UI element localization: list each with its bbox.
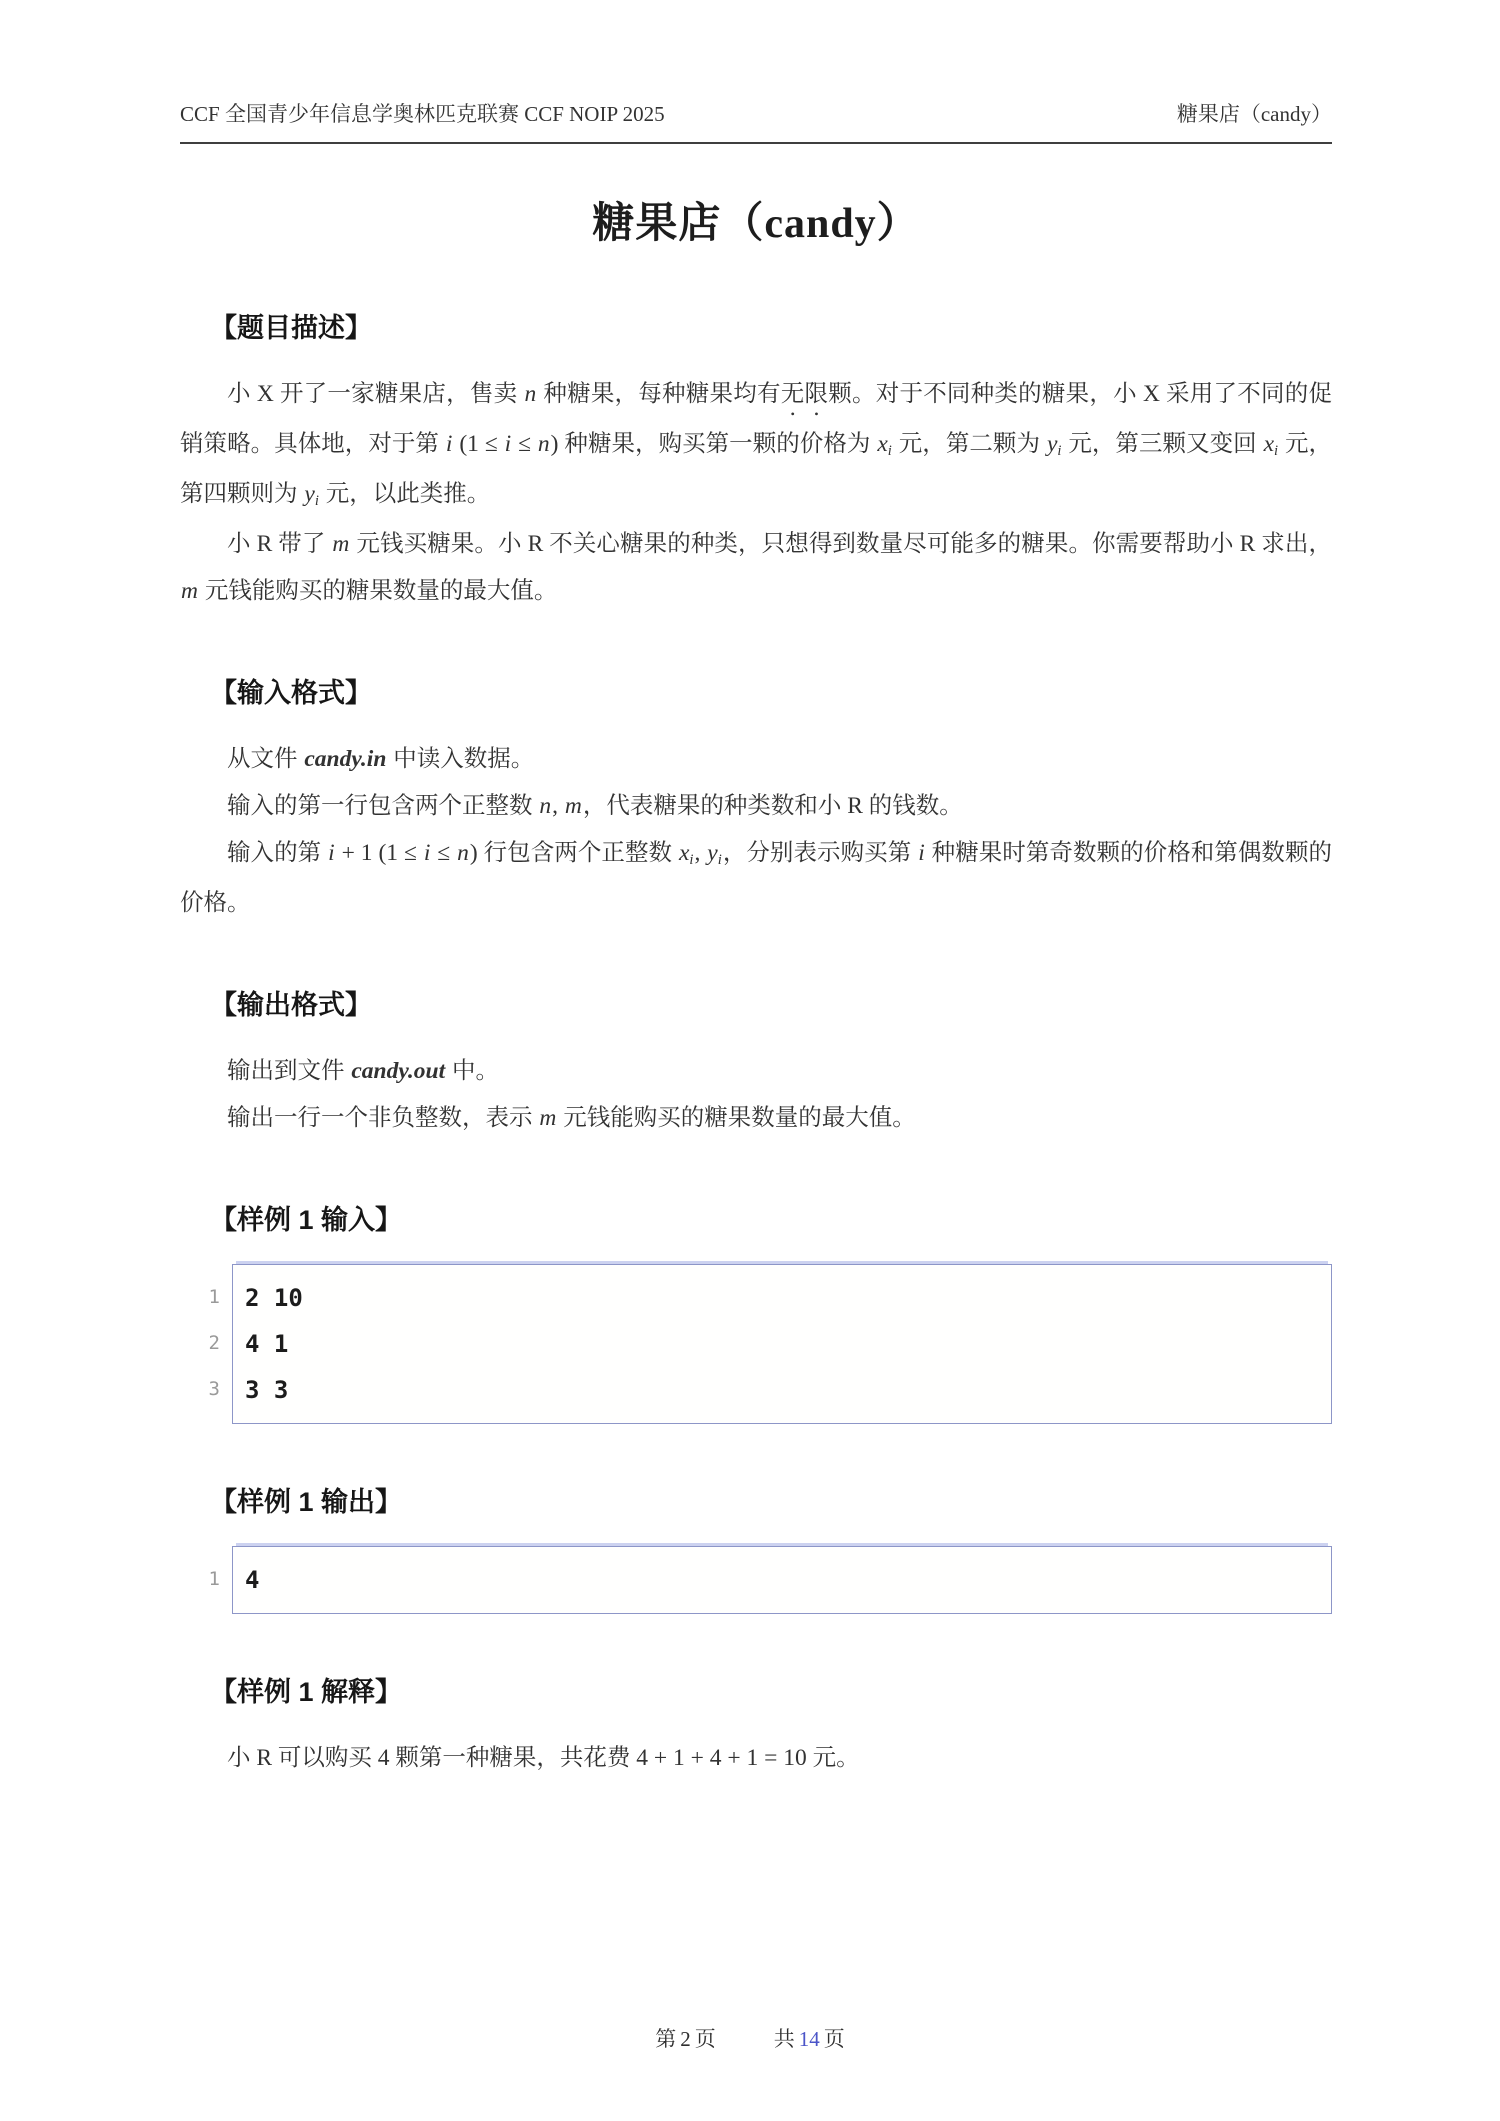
- footer-page-number: 2: [680, 2027, 691, 2051]
- math-variable: n: [457, 840, 469, 866]
- math-variable: m: [539, 1105, 557, 1131]
- math-variable: i: [328, 840, 335, 866]
- math-variable: $y_i$: [707, 840, 722, 869]
- section-heading-description: 【题目描述】: [210, 313, 372, 343]
- math-variable: i: [504, 431, 512, 457]
- section-heading-sample1-explanation: 【样例 1 解释】: [210, 1677, 403, 1707]
- output-format-paragraph: 输出一行一个非负整数，表示 m 元钱能购买的糖果数量的最大值。: [227, 1105, 916, 1131]
- code-line-number: 2: [208, 1332, 220, 1354]
- section-heading-output-format: 【输出格式】: [210, 990, 372, 1020]
- sample1-input-block: [180, 1264, 1332, 1424]
- page-footer: [0, 2023, 1500, 2053]
- footer-page-indicator: 第 2 页: [655, 2027, 716, 2051]
- code-line-number: 1: [208, 1286, 220, 1308]
- math-variable: $x_i$: [678, 840, 694, 869]
- sample1-output-line-numbers: [180, 1546, 232, 1614]
- code-line: 3 3: [245, 1376, 289, 1404]
- math-variable: n: [539, 793, 552, 819]
- footer-total-indicator: 共 14 页: [773, 2027, 845, 2051]
- math-variable: $x_i$: [1263, 431, 1279, 460]
- input-format-paragraph: 从文件 candy.in 中读入数据。: [227, 746, 535, 772]
- math-variable: i: [918, 840, 925, 866]
- sample1-output-block: [180, 1546, 1332, 1614]
- math-variable: m: [181, 578, 198, 604]
- running-header-right: 糖果店（candy）: [1176, 102, 1332, 126]
- math-variable: m: [564, 793, 582, 819]
- section-heading-input-format: 【输入格式】: [210, 678, 372, 708]
- code-line: 2 10: [245, 1284, 303, 1312]
- input-format-paragraph: 输入的第一行包含两个正整数 n, m，代表糖果的种类数和小 R 的钱数。: [227, 793, 963, 819]
- math-variable: $y_i$: [304, 481, 319, 510]
- math-variable: m: [332, 531, 350, 557]
- emphasized-text: 无限: [780, 381, 829, 407]
- code-line: 4 1: [245, 1330, 289, 1358]
- code-line-number: 3: [208, 1378, 220, 1400]
- code-line-number: 1: [208, 1568, 220, 1590]
- running-header: [180, 0, 1332, 144]
- math-variable: n: [537, 431, 550, 457]
- code-line: 4: [245, 1566, 260, 1594]
- file-name: candy.in: [304, 746, 387, 772]
- section-heading-sample1-input: 【样例 1 输入】: [210, 1205, 403, 1235]
- math-variable: $y_i$: [1046, 431, 1062, 460]
- footer-total-pages: 14: [798, 2027, 820, 2051]
- section-heading-sample1-output: 【样例 1 输出】: [210, 1487, 403, 1517]
- output-format-paragraph: 输出到文件 candy.out 中。: [227, 1058, 500, 1084]
- sample1-output-code: [232, 1546, 1332, 1614]
- sample1-input-line-numbers: [180, 1264, 232, 1424]
- file-name: candy.out: [351, 1058, 446, 1084]
- description-paragraph: 小 X 开了一家糖果店，售卖 n 种糖果，每种糖果均有无限颗。对于不同种类的糖果，小 X 采用了不同的促销策略。具体地，对于第 i (1 ≤ i ≤ n) 种糖果，购买第一颗的价格为 $x_i$ 元，第二颗为 $y_i$ 元，第三颗又变回 $x_i$ 元，第四颗则为 $y_i$ 元，以此类推。: [180, 381, 1333, 510]
- sample1-explanation-paragraph: 小 R 可以购买 4 颗第一种糖果，共花费 4 + 1 + 4 + 1 = 10 元。: [227, 1745, 860, 1771]
- running-header-left: CCF 全国青少年信息学奥林匹克联赛 CCF NOIP 2025: [180, 102, 665, 126]
- page-title: 糖果店（candy）: [592, 201, 920, 247]
- description-paragraph: 小 R 带了 m 元钱买糖果。小 R 不关心糖果的种类，只想得到数量尽可能多的糖果。你需要帮助小 R 求出，m 元钱能购买的糖果数量的最大值。: [181, 531, 1332, 604]
- math-variable: i: [423, 840, 431, 866]
- math-variable: n: [524, 381, 537, 407]
- input-format-paragraph: 输入的第 i + 1 (1 ≤ i ≤ n) 行包含两个正整数 $x_i$, $y_i$，分别表示购买第 i 种糖果时第奇数颗的价格和第偶数颗的价格。: [180, 840, 1333, 916]
- math-variable: $x_i$: [877, 431, 892, 460]
- math-variable: i: [445, 431, 453, 457]
- sample1-input-code: [232, 1264, 1332, 1424]
